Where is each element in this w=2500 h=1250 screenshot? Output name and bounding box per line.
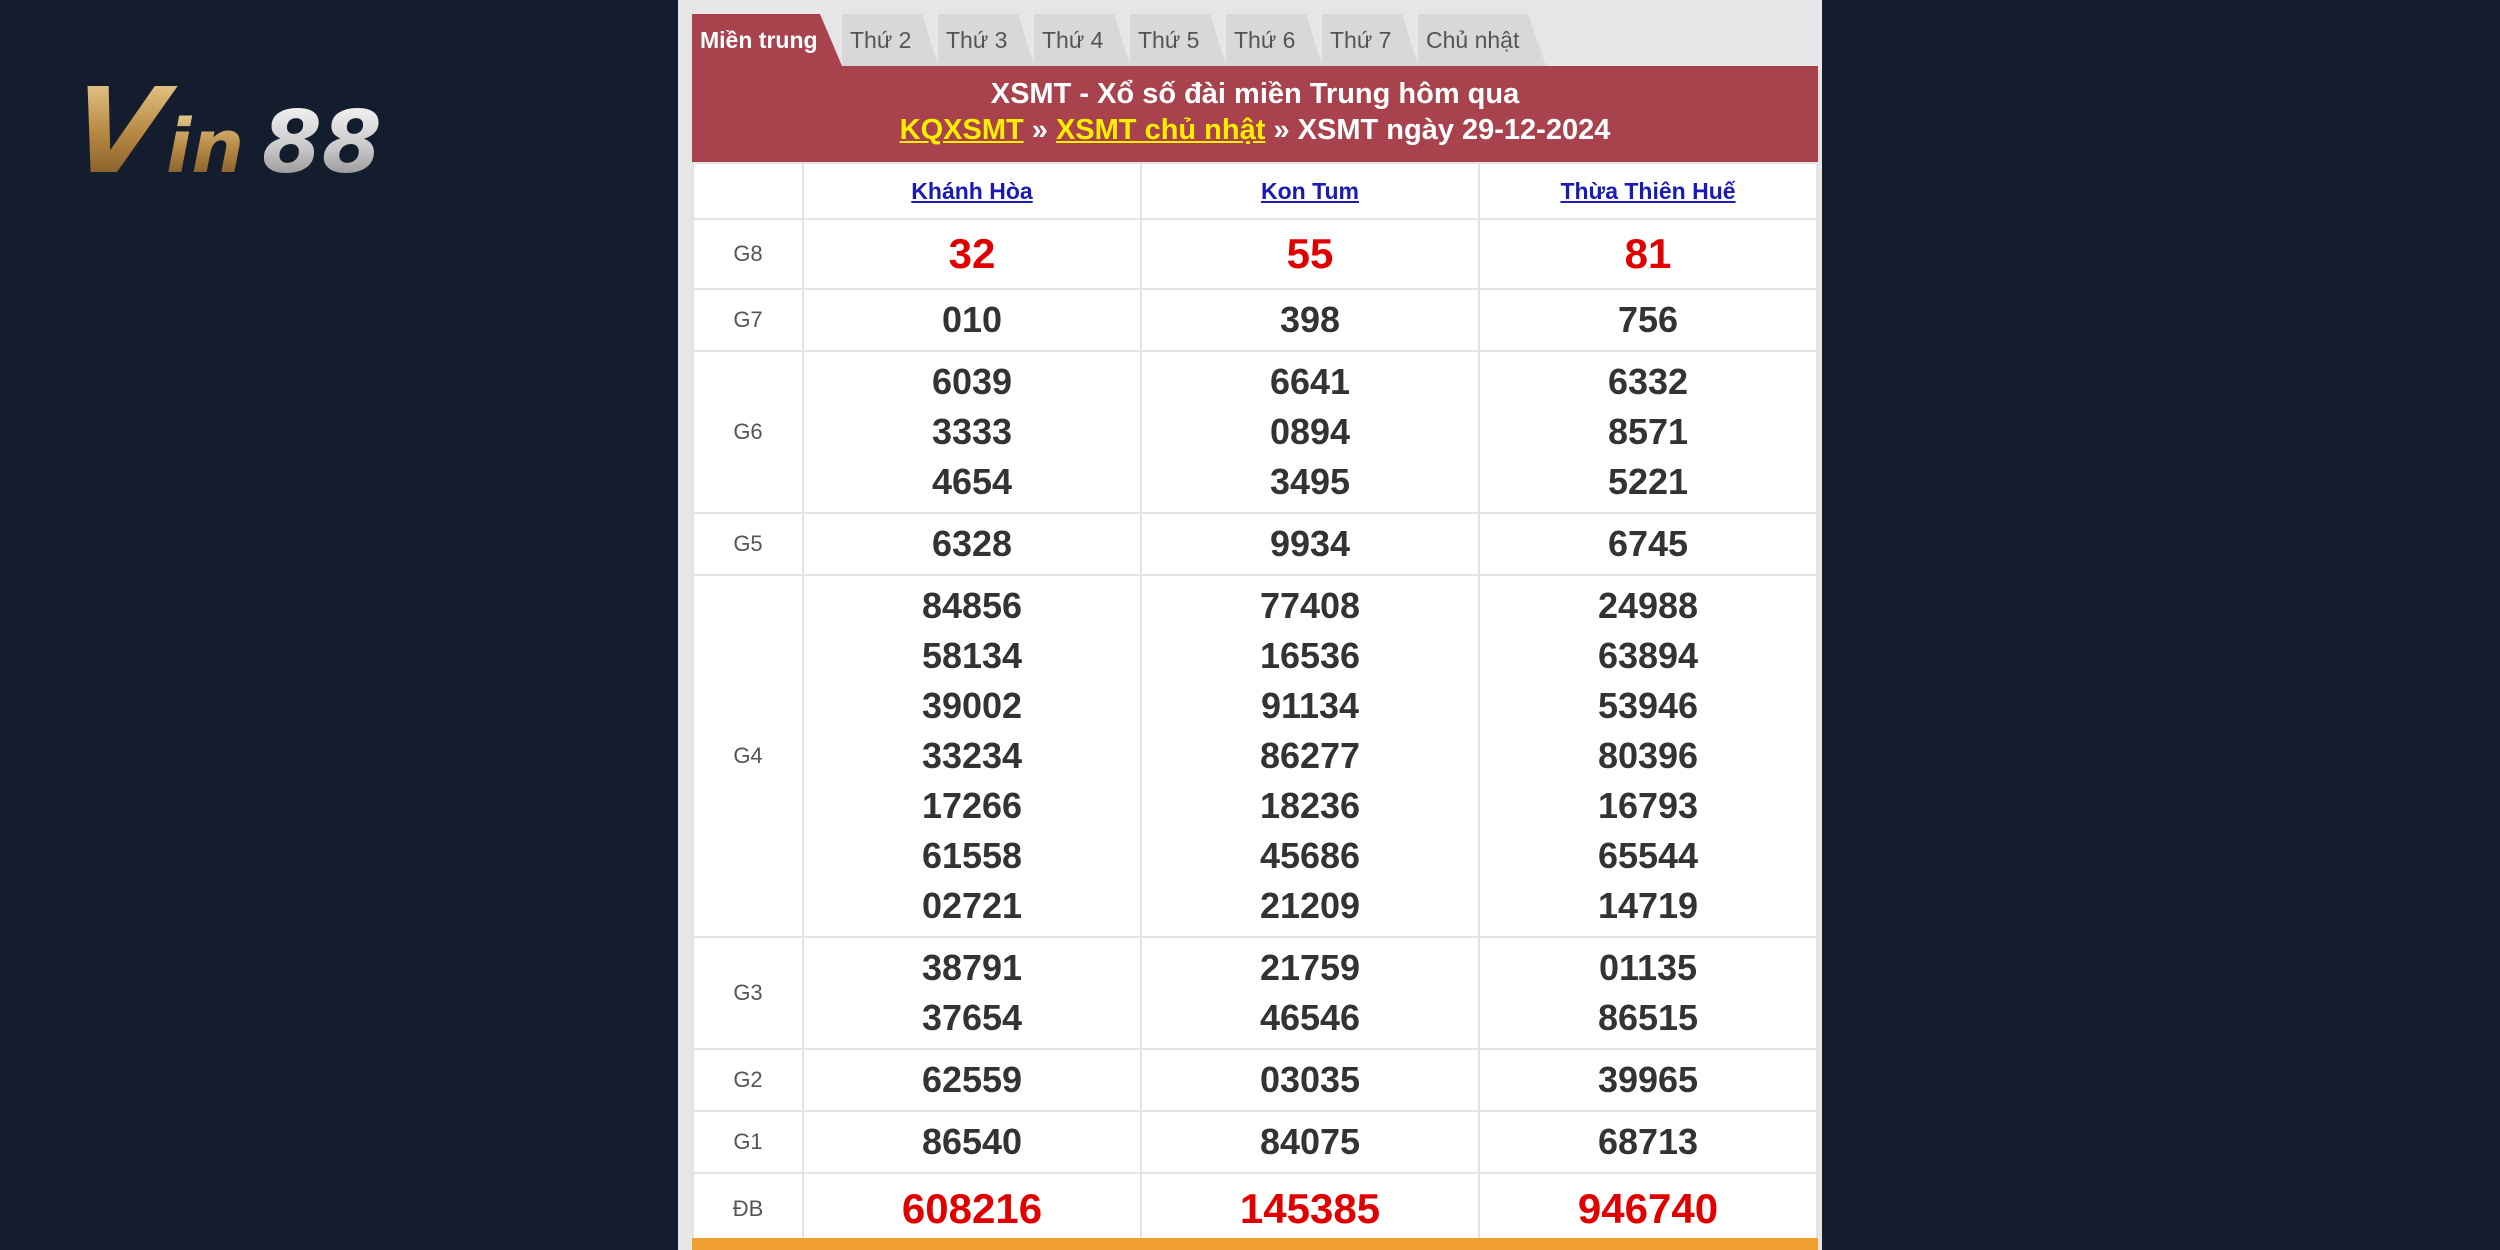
prize-number: 24988 [1597, 585, 1699, 626]
prize-row-g2 [693, 1049, 1817, 1111]
prize-number: 17266 [921, 785, 1023, 826]
prize-number: 3495 [1269, 461, 1351, 502]
prize-number: 86540 [921, 1121, 1023, 1162]
prize-cell [803, 513, 1141, 575]
tab-thu-6[interactable] [1226, 14, 1322, 66]
prize-row-g3 [693, 937, 1817, 1049]
prize-number: 3333 [931, 411, 1013, 452]
prize-number: 4654 [931, 461, 1013, 502]
prize-number: 9934 [1269, 523, 1351, 564]
svg-text:V: V [62, 62, 174, 200]
prize-cell [803, 1173, 1141, 1245]
prize-number: 16793 [1597, 785, 1699, 826]
prize-label: G7 [693, 289, 803, 351]
prize-number: 77408 [1259, 585, 1361, 626]
tab-label: Thứ 6 [1234, 27, 1296, 53]
breadcrumb-separator: » [1265, 114, 1298, 146]
prize-number: 61558 [921, 835, 1023, 876]
prize-cell [1141, 289, 1479, 351]
prize-cell [803, 575, 1141, 937]
prize-number: 608216 [901, 1185, 1043, 1232]
prize-label: G4 [693, 575, 803, 937]
prize-cell [1479, 1049, 1817, 1111]
prize-cell [1141, 513, 1479, 575]
prize-label: G6 [693, 351, 803, 513]
prize-number: 84075 [1259, 1121, 1361, 1162]
province-header-row [693, 163, 1817, 219]
prize-cell [1479, 937, 1817, 1049]
prize-number: 21209 [1259, 885, 1361, 926]
province-header [1479, 163, 1817, 219]
prize-number: 63894 [1597, 635, 1699, 676]
province-header [1141, 163, 1479, 219]
prize-label: G5 [693, 513, 803, 575]
tab-thu-2[interactable] [842, 14, 938, 66]
tab-label: Thứ 4 [1042, 27, 1104, 53]
breadcrumb-current: XSMT ngày 29-12-2024 [1297, 114, 1611, 146]
prize-number: 91134 [1260, 685, 1360, 726]
tab-thu-5[interactable] [1130, 14, 1226, 66]
prize-label: G8 [693, 219, 803, 289]
results-header [692, 66, 1818, 162]
breadcrumb-xsmt-chu-nhat-link[interactable]: XSMT chủ nhật [1055, 114, 1266, 146]
tab-thu-4[interactable] [1034, 14, 1130, 66]
prize-number: 18236 [1259, 785, 1361, 826]
prize-number: 80396 [1597, 735, 1699, 776]
prize-cell [1479, 1111, 1817, 1173]
prize-row-g5 [693, 513, 1817, 575]
prize-cell [1479, 1173, 1817, 1245]
tab-label: Thứ 3 [946, 27, 1008, 53]
prize-cell [1479, 351, 1817, 513]
prize-number: 5221 [1607, 461, 1689, 502]
prize-cell [803, 1111, 1141, 1173]
prize-number: 946740 [1577, 1185, 1719, 1232]
prize-cell [803, 219, 1141, 289]
prize-cell [1141, 1049, 1479, 1111]
prize-cell [1141, 351, 1479, 513]
results-table [692, 162, 1818, 1246]
prize-row-g8 [693, 219, 1817, 289]
tab-thu-3[interactable] [938, 14, 1034, 66]
prize-label: G2 [693, 1049, 803, 1111]
province-link-thua-thien-hue[interactable]: Thừa Thiên Huế [1560, 177, 1736, 204]
prize-row-g6 [693, 351, 1817, 513]
prize-number: 39002 [921, 685, 1023, 726]
breadcrumb [692, 114, 1818, 147]
prize-number: 39965 [1597, 1059, 1699, 1100]
prize-cell [1479, 289, 1817, 351]
tab-label: Thứ 2 [850, 27, 912, 53]
empty-header-cell [693, 163, 803, 219]
footer-bar [692, 1238, 1818, 1250]
svg-text:in: in [166, 104, 245, 190]
tab-chu-nhat[interactable] [1418, 14, 1546, 66]
prize-number: 45686 [1259, 835, 1361, 876]
prize-number: 38791 [921, 947, 1023, 988]
prize-number: 33234 [921, 735, 1023, 776]
prize-number: 62559 [921, 1059, 1023, 1100]
svg-text:88: 88 [262, 93, 382, 193]
prize-number: 65544 [1597, 835, 1699, 876]
prize-cell [1479, 219, 1817, 289]
tab-label: Thứ 7 [1330, 27, 1392, 53]
prize-cell [1141, 575, 1479, 937]
prize-row-đb [693, 1173, 1817, 1245]
prize-number: 398 [1279, 299, 1341, 340]
prize-number: 58134 [921, 635, 1023, 676]
prize-cell [1141, 1111, 1479, 1173]
prize-number: 6039 [931, 361, 1013, 402]
prize-number: 6328 [931, 523, 1013, 564]
prize-number: 756 [1617, 299, 1679, 340]
prize-number: 55 [1286, 230, 1334, 277]
prize-label: G1 [693, 1111, 803, 1173]
province-header [803, 163, 1141, 219]
prize-cell [1141, 937, 1479, 1049]
prize-label: G3 [693, 937, 803, 1049]
prize-number: 01135 [1598, 947, 1698, 988]
prize-cell [803, 289, 1141, 351]
prize-number: 145385 [1239, 1185, 1381, 1232]
tab-mien-trung[interactable] [692, 14, 842, 66]
prize-number: 010 [941, 299, 1003, 340]
prize-number: 0894 [1269, 411, 1351, 452]
prize-cell [803, 937, 1141, 1049]
vin88-logo [62, 62, 442, 200]
prize-number: 6332 [1607, 361, 1689, 402]
prize-cell [803, 351, 1141, 513]
tab-label: Miền trung [700, 27, 818, 53]
prize-number: 02721 [921, 885, 1023, 926]
prize-number: 6641 [1269, 361, 1351, 402]
tab-label: Thứ 5 [1138, 27, 1200, 53]
tab-thu-7[interactable] [1322, 14, 1418, 66]
prize-label: ĐB [693, 1173, 803, 1245]
prize-number: 32 [948, 230, 996, 277]
prize-number: 6745 [1607, 523, 1689, 564]
prize-row-g4 [693, 575, 1817, 937]
breadcrumb-kqxsmt-link[interactable]: KQXSMT [899, 114, 1024, 146]
prize-number: 16536 [1259, 635, 1361, 676]
prize-number: 53946 [1597, 685, 1699, 726]
province-link-khanh-hoa[interactable]: Khánh Hòa [911, 177, 1033, 204]
page-title: XSMT - Xổ số đài miền Trung hôm qua [990, 78, 1520, 110]
prize-row-g7 [693, 289, 1817, 351]
prize-number: 03035 [1259, 1059, 1361, 1100]
tab-label: Chủ nhật [1426, 27, 1520, 53]
prize-cell [1141, 219, 1479, 289]
prize-number: 86515 [1597, 997, 1699, 1038]
results-table-wrap [692, 162, 1818, 1242]
prize-number: 81 [1624, 230, 1672, 277]
breadcrumb-separator: » [1023, 114, 1056, 146]
prize-number: 84856 [921, 585, 1023, 626]
prize-number: 14719 [1597, 885, 1699, 926]
prize-cell [1479, 575, 1817, 937]
prize-cell [1479, 513, 1817, 575]
prize-number: 8571 [1607, 411, 1689, 452]
prize-number: 86277 [1259, 735, 1361, 776]
prize-row-g1 [693, 1111, 1817, 1173]
prize-cell [1141, 1173, 1479, 1245]
prize-cell [803, 1049, 1141, 1111]
prize-body [693, 219, 1817, 1245]
day-tabs [692, 14, 1818, 66]
province-link-kon-tum[interactable]: Kon Tum [1261, 177, 1359, 204]
prize-number: 46546 [1259, 997, 1361, 1038]
prize-number: 68713 [1597, 1121, 1699, 1162]
prize-number: 21759 [1259, 947, 1361, 988]
prize-number: 37654 [921, 997, 1023, 1038]
